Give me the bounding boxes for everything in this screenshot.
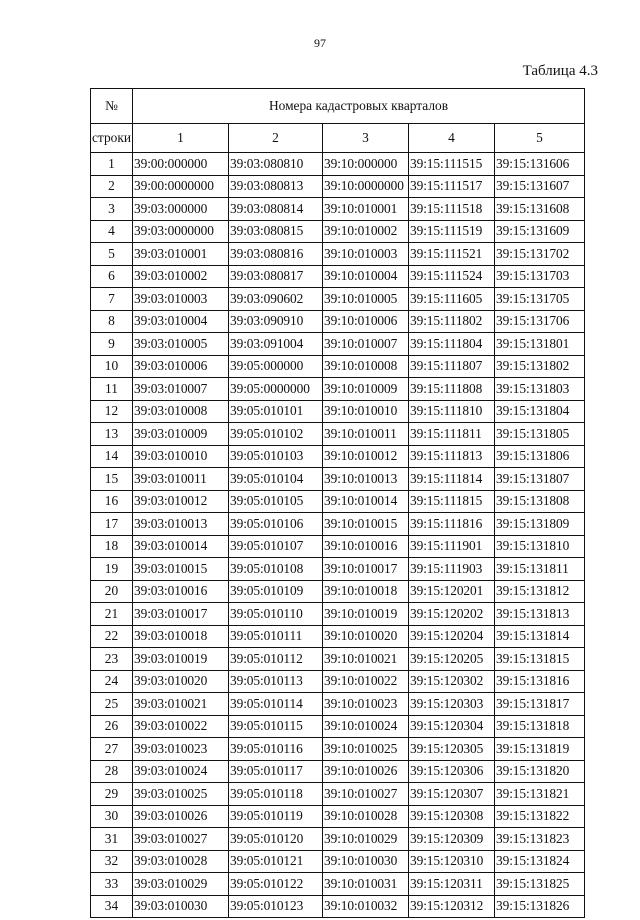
cadastral-quarters-table: [90, 88, 585, 918]
cadastral-number-cell: 39:03:010026: [133, 805, 229, 828]
table-row: [91, 243, 585, 266]
table-row: [91, 175, 585, 198]
row-number-cell: 26: [91, 715, 133, 738]
cadastral-number-cell: 39:15:120309: [409, 828, 495, 851]
cadastral-number-cell: 39:15:120312: [409, 895, 495, 918]
row-number-cell: 30: [91, 805, 133, 828]
cadastral-number-cell: 39:15:111518: [409, 198, 495, 221]
cadastral-number-cell: 39:15:111521: [409, 243, 495, 266]
table-caption: Таблица 4.3: [522, 63, 598, 79]
header-col-5: 5: [495, 124, 585, 153]
row-number-cell: 11: [91, 378, 133, 401]
cadastral-number-cell: 39:05:010107: [229, 535, 323, 558]
table-row: [91, 310, 585, 333]
cadastral-number-cell: 39:03:010013: [133, 513, 229, 536]
cadastral-number-cell: 39:10:010027: [323, 783, 409, 806]
table-row: [91, 333, 585, 356]
cadastral-number-cell: 39:10:010005: [323, 288, 409, 311]
table-row: [91, 670, 585, 693]
table-row: [91, 265, 585, 288]
cadastral-number-cell: 39:15:120304: [409, 715, 495, 738]
cadastral-number-cell: 39:15:131801: [495, 333, 585, 356]
cadastral-number-cell: 39:05:010123: [229, 895, 323, 918]
row-number-cell: 14: [91, 445, 133, 468]
table-row: [91, 468, 585, 491]
cadastral-number-cell: 39:05:010104: [229, 468, 323, 491]
cadastral-number-cell: 39:15:131809: [495, 513, 585, 536]
row-number-cell: 27: [91, 738, 133, 761]
cadastral-number-cell: 39:15:120310: [409, 850, 495, 873]
table-row: [91, 648, 585, 671]
row-number-cell: 25: [91, 693, 133, 716]
cadastral-number-cell: 39:03:010023: [133, 738, 229, 761]
row-number-cell: 22: [91, 625, 133, 648]
header-cadastral-numbers: Номера кадастровых кварталов: [133, 89, 585, 124]
table-body: [91, 153, 585, 918]
table-row: [91, 153, 585, 176]
cadastral-number-cell: 39:15:111517: [409, 175, 495, 198]
cadastral-number-cell: 39:03:0000000: [133, 220, 229, 243]
cadastral-number-cell: 39:15:131825: [495, 873, 585, 896]
cadastral-number-cell: 39:15:120308: [409, 805, 495, 828]
cadastral-number-cell: 39:05:010101: [229, 400, 323, 423]
cadastral-number-cell: 39:15:111903: [409, 558, 495, 581]
row-number-cell: 4: [91, 220, 133, 243]
cadastral-number-cell: 39:15:131813: [495, 603, 585, 626]
cadastral-number-cell: 39:10:010009: [323, 378, 409, 401]
row-number-cell: 34: [91, 895, 133, 918]
table-row: [91, 760, 585, 783]
cadastral-number-cell: 39:15:131814: [495, 625, 585, 648]
header-col-2: 2: [229, 124, 323, 153]
cadastral-number-cell: 39:15:131804: [495, 400, 585, 423]
table-row: [91, 423, 585, 446]
cadastral-number-cell: 39:03:010002: [133, 265, 229, 288]
cadastral-number-cell: 39:10:010017: [323, 558, 409, 581]
header-row-label: строки: [91, 124, 133, 153]
cadastral-number-cell: 39:10:010011: [323, 423, 409, 446]
cadastral-number-cell: 39:10:010016: [323, 535, 409, 558]
cadastral-number-cell: 39:00:000000: [133, 153, 229, 176]
cadastral-number-cell: 39:15:111814: [409, 468, 495, 491]
row-number-cell: 24: [91, 670, 133, 693]
cadastral-number-cell: 39:10:010020: [323, 625, 409, 648]
cadastral-number-cell: 39:03:010001: [133, 243, 229, 266]
row-number-cell: 20: [91, 580, 133, 603]
cadastral-number-cell: 39:05:010122: [229, 873, 323, 896]
row-number-cell: 6: [91, 265, 133, 288]
cadastral-number-cell: 39:15:131606: [495, 153, 585, 176]
table-row: [91, 490, 585, 513]
cadastral-number-cell: 39:00:0000000: [133, 175, 229, 198]
cadastral-number-cell: 39:05:010118: [229, 783, 323, 806]
cadastral-number-cell: 39:05:010105: [229, 490, 323, 513]
cadastral-number-cell: 39:10:010006: [323, 310, 409, 333]
cadastral-number-cell: 39:15:111515: [409, 153, 495, 176]
cadastral-number-cell: 39:10:010023: [323, 693, 409, 716]
cadastral-number-cell: 39:15:120311: [409, 873, 495, 896]
cadastral-number-cell: 39:15:131826: [495, 895, 585, 918]
cadastral-number-cell: 39:05:010110: [229, 603, 323, 626]
row-number-cell: 13: [91, 423, 133, 446]
cadastral-number-cell: 39:05:010106: [229, 513, 323, 536]
cadastral-number-cell: 39:03:010018: [133, 625, 229, 648]
row-number-cell: 21: [91, 603, 133, 626]
table-header: [91, 89, 585, 153]
table-row: [91, 445, 585, 468]
cadastral-number-cell: 39:05:010108: [229, 558, 323, 581]
row-number-cell: 10: [91, 355, 133, 378]
row-number-cell: 29: [91, 783, 133, 806]
cadastral-number-cell: 39:03:010025: [133, 783, 229, 806]
table-row: [91, 355, 585, 378]
cadastral-number-cell: 39:15:131821: [495, 783, 585, 806]
cadastral-number-cell: 39:15:120204: [409, 625, 495, 648]
row-number-cell: 32: [91, 850, 133, 873]
row-number-cell: 19: [91, 558, 133, 581]
cadastral-number-cell: 39:03:010003: [133, 288, 229, 311]
table-row: [91, 850, 585, 873]
cadastral-number-cell: 39:05:000000: [229, 355, 323, 378]
cadastral-number-cell: 39:15:111815: [409, 490, 495, 513]
row-number-cell: 5: [91, 243, 133, 266]
cadastral-number-cell: 39:03:090910: [229, 310, 323, 333]
cadastral-number-cell: 39:05:010112: [229, 648, 323, 671]
cadastral-number-cell: 39:15:111810: [409, 400, 495, 423]
cadastral-number-cell: 39:03:080814: [229, 198, 323, 221]
cadastral-number-cell: 39:15:120202: [409, 603, 495, 626]
cadastral-number-cell: 39:10:010025: [323, 738, 409, 761]
cadastral-number-cell: 39:15:131817: [495, 693, 585, 716]
table-row: [91, 220, 585, 243]
cadastral-number-cell: 39:10:010029: [323, 828, 409, 851]
cadastral-number-cell: 39:15:111813: [409, 445, 495, 468]
cadastral-number-cell: 39:03:010005: [133, 333, 229, 356]
cadastral-number-cell: 39:10:010007: [323, 333, 409, 356]
cadastral-number-cell: 39:15:111808: [409, 378, 495, 401]
row-number-cell: 2: [91, 175, 133, 198]
cadastral-number-cell: 39:03:010030: [133, 895, 229, 918]
table-row: [91, 873, 585, 896]
cadastral-number-cell: 39:03:010004: [133, 310, 229, 333]
cadastral-number-cell: 39:05:010113: [229, 670, 323, 693]
cadastral-number-cell: 39:10:010003: [323, 243, 409, 266]
cadastral-number-cell: 39:15:120307: [409, 783, 495, 806]
table-row: [91, 558, 585, 581]
row-number-cell: 17: [91, 513, 133, 536]
cadastral-number-cell: 39:03:010010: [133, 445, 229, 468]
cadastral-number-cell: 39:03:000000: [133, 198, 229, 221]
cadastral-number-cell: 39:15:131705: [495, 288, 585, 311]
cadastral-number-cell: 39:15:131824: [495, 850, 585, 873]
row-number-cell: 7: [91, 288, 133, 311]
cadastral-number-cell: 39:15:131815: [495, 648, 585, 671]
cadastral-number-cell: 39:05:0000000: [229, 378, 323, 401]
cadastral-number-cell: 39:10:010010: [323, 400, 409, 423]
cadastral-number-cell: 39:05:010119: [229, 805, 323, 828]
cadastral-number-cell: 39:05:010115: [229, 715, 323, 738]
cadastral-number-cell: 39:03:080817: [229, 265, 323, 288]
table-row: [91, 828, 585, 851]
page-number: 97: [314, 36, 326, 50]
cadastral-number-cell: 39:15:111811: [409, 423, 495, 446]
cadastral-number-cell: 39:10:010012: [323, 445, 409, 468]
header-number-sign: №: [91, 89, 133, 124]
cadastral-number-cell: 39:03:010006: [133, 355, 229, 378]
table-row: [91, 580, 585, 603]
cadastral-number-cell: 39:15:120305: [409, 738, 495, 761]
cadastral-number-cell: 39:10:010031: [323, 873, 409, 896]
table-row: [91, 783, 585, 806]
cadastral-number-cell: 39:10:010032: [323, 895, 409, 918]
cadastral-number-cell: 39:05:010109: [229, 580, 323, 603]
cadastral-number-cell: 39:10:010026: [323, 760, 409, 783]
cadastral-number-cell: 39:10:010013: [323, 468, 409, 491]
cadastral-number-cell: 39:05:010102: [229, 423, 323, 446]
header-row-sub: [91, 124, 585, 153]
row-number-cell: 1: [91, 153, 133, 176]
cadastral-number-cell: 39:03:080816: [229, 243, 323, 266]
table-row: [91, 738, 585, 761]
header-col-3: 3: [323, 124, 409, 153]
cadastral-number-cell: 39:15:131706: [495, 310, 585, 333]
cadastral-number-cell: 39:15:131608: [495, 198, 585, 221]
cadastral-number-cell: 39:05:010120: [229, 828, 323, 851]
table-row: [91, 513, 585, 536]
cadastral-number-cell: 39:03:010007: [133, 378, 229, 401]
cadastral-number-cell: 39:10:000000: [323, 153, 409, 176]
table-row: [91, 625, 585, 648]
cadastral-number-cell: 39:15:111524: [409, 265, 495, 288]
cadastral-number-cell: 39:15:131820: [495, 760, 585, 783]
table-row: [91, 603, 585, 626]
cadastral-number-cell: 39:10:010024: [323, 715, 409, 738]
cadastral-number-cell: 39:15:120303: [409, 693, 495, 716]
cadastral-number-cell: 39:10:010008: [323, 355, 409, 378]
cadastral-number-cell: 39:03:010020: [133, 670, 229, 693]
cadastral-number-cell: 39:03:010012: [133, 490, 229, 513]
cadastral-number-cell: 39:03:010027: [133, 828, 229, 851]
header-col-1: 1: [133, 124, 229, 153]
row-number-cell: 16: [91, 490, 133, 513]
cadastral-number-cell: 39:10:010014: [323, 490, 409, 513]
cadastral-number-cell: 39:15:131609: [495, 220, 585, 243]
cadastral-number-cell: 39:03:010014: [133, 535, 229, 558]
table-row: [91, 288, 585, 311]
table-row: [91, 895, 585, 918]
cadastral-number-cell: 39:15:131702: [495, 243, 585, 266]
cadastral-number-cell: 39:03:010019: [133, 648, 229, 671]
cadastral-number-cell: 39:15:131812: [495, 580, 585, 603]
cadastral-number-cell: 39:03:010022: [133, 715, 229, 738]
row-number-cell: 31: [91, 828, 133, 851]
cadastral-number-cell: 39:15:131816: [495, 670, 585, 693]
cadastral-number-cell: 39:15:111816: [409, 513, 495, 536]
cadastral-number-cell: 39:03:010029: [133, 873, 229, 896]
row-number-cell: 3: [91, 198, 133, 221]
table-row: [91, 805, 585, 828]
cadastral-number-cell: 39:15:111901: [409, 535, 495, 558]
row-number-cell: 9: [91, 333, 133, 356]
cadastral-number-cell: 39:03:080815: [229, 220, 323, 243]
table-row: [91, 198, 585, 221]
cadastral-number-cell: 39:10:010019: [323, 603, 409, 626]
cadastral-number-cell: 39:03:010011: [133, 468, 229, 491]
row-number-cell: 28: [91, 760, 133, 783]
cadastral-number-cell: 39:03:010009: [133, 423, 229, 446]
cadastral-number-cell: 39:15:131819: [495, 738, 585, 761]
cadastral-number-cell: 39:15:120306: [409, 760, 495, 783]
header-row-top: [91, 89, 585, 124]
cadastral-number-cell: 39:15:111519: [409, 220, 495, 243]
cadastral-number-cell: 39:10:010028: [323, 805, 409, 828]
cadastral-number-cell: 39:10:0000000: [323, 175, 409, 198]
cadastral-number-cell: 39:15:111802: [409, 310, 495, 333]
row-number-cell: 8: [91, 310, 133, 333]
cadastral-number-cell: 39:03:010024: [133, 760, 229, 783]
cadastral-number-cell: 39:03:010008: [133, 400, 229, 423]
cadastral-number-cell: 39:03:090602: [229, 288, 323, 311]
cadastral-number-cell: 39:15:111804: [409, 333, 495, 356]
table-row: [91, 693, 585, 716]
cadastral-number-cell: 39:15:131807: [495, 468, 585, 491]
cadastral-number-cell: 39:10:010021: [323, 648, 409, 671]
cadastral-number-cell: 39:15:111807: [409, 355, 495, 378]
cadastral-number-cell: 39:15:120302: [409, 670, 495, 693]
table-row: [91, 535, 585, 558]
cadastral-number-cell: 39:10:010030: [323, 850, 409, 873]
cadastral-number-cell: 39:15:131802: [495, 355, 585, 378]
cadastral-number-cell: 39:03:080810: [229, 153, 323, 176]
cadastral-number-cell: 39:10:010018: [323, 580, 409, 603]
row-number-cell: 18: [91, 535, 133, 558]
cadastral-number-cell: 39:05:010117: [229, 760, 323, 783]
cadastral-number-cell: 39:03:091004: [229, 333, 323, 356]
cadastral-number-cell: 39:15:131818: [495, 715, 585, 738]
cadastral-number-cell: 39:10:010004: [323, 265, 409, 288]
table-row: [91, 378, 585, 401]
cadastral-number-cell: 39:03:010015: [133, 558, 229, 581]
cadastral-number-cell: 39:03:010028: [133, 850, 229, 873]
row-number-cell: 12: [91, 400, 133, 423]
cadastral-number-cell: 39:15:131806: [495, 445, 585, 468]
cadastral-number-cell: 39:05:010116: [229, 738, 323, 761]
row-number-cell: 23: [91, 648, 133, 671]
row-number-cell: 15: [91, 468, 133, 491]
cadastral-number-cell: 39:15:131703: [495, 265, 585, 288]
cadastral-number-cell: 39:15:131607: [495, 175, 585, 198]
cadastral-number-cell: 39:05:010111: [229, 625, 323, 648]
cadastral-number-cell: 39:03:080813: [229, 175, 323, 198]
cadastral-number-cell: 39:05:010121: [229, 850, 323, 873]
header-col-4: 4: [409, 124, 495, 153]
cadastral-number-cell: 39:05:010114: [229, 693, 323, 716]
cadastral-number-cell: 39:10:010022: [323, 670, 409, 693]
cadastral-number-cell: 39:15:131805: [495, 423, 585, 446]
cadastral-number-cell: 39:10:010002: [323, 220, 409, 243]
cadastral-number-cell: 39:03:010016: [133, 580, 229, 603]
cadastral-number-cell: 39:15:131803: [495, 378, 585, 401]
table-row: [91, 715, 585, 738]
table-row: [91, 400, 585, 423]
cadastral-number-cell: 39:05:010103: [229, 445, 323, 468]
cadastral-number-cell: 39:15:131822: [495, 805, 585, 828]
cadastral-number-cell: 39:15:120205: [409, 648, 495, 671]
cadastral-number-cell: 39:15:120201: [409, 580, 495, 603]
cadastral-number-cell: 39:15:131810: [495, 535, 585, 558]
cadastral-number-cell: 39:03:010021: [133, 693, 229, 716]
row-number-cell: 33: [91, 873, 133, 896]
cadastral-number-cell: 39:15:131823: [495, 828, 585, 851]
cadastral-number-cell: 39:10:010015: [323, 513, 409, 536]
cadastral-number-cell: 39:15:131808: [495, 490, 585, 513]
cadastral-number-cell: 39:15:131811: [495, 558, 585, 581]
cadastral-number-cell: 39:15:111605: [409, 288, 495, 311]
cadastral-number-cell: 39:03:010017: [133, 603, 229, 626]
cadastral-number-cell: 39:10:010001: [323, 198, 409, 221]
